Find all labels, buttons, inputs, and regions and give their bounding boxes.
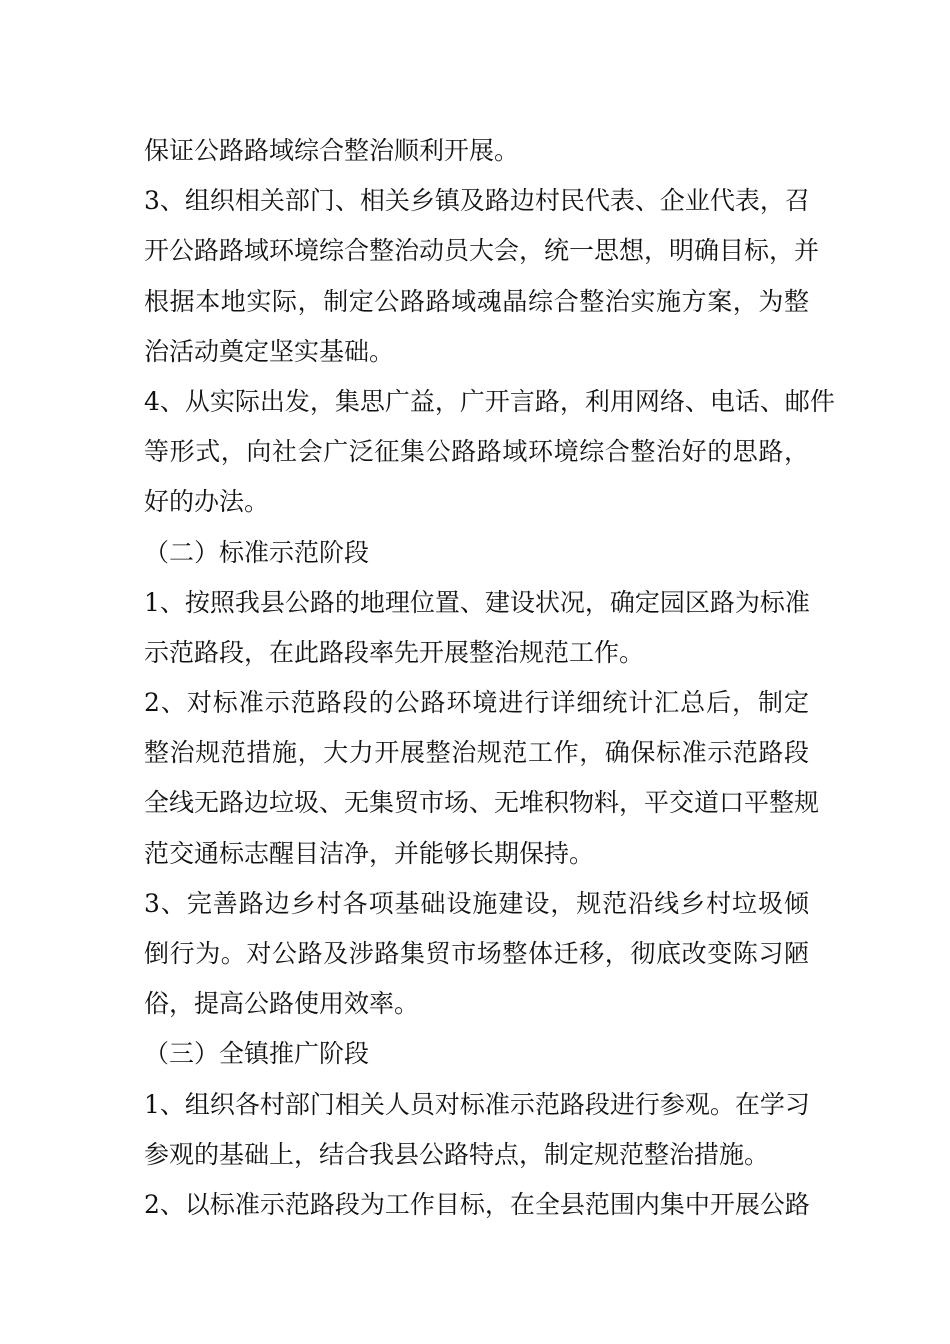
document-body bbox=[144, 126, 835, 1230]
text-line: 3、完善路边乡村各项基础设施建设，规范沿线乡村垃圾倾 bbox=[144, 888, 809, 918]
text-line: 倒行为。对公路及涉路集贸市场整体迁移，彻底改变陈习陋 bbox=[144, 939, 809, 968]
text-line: 全线无路边垃圾、无集贸市场、无堆积物料，平交道口平整规 bbox=[144, 788, 820, 818]
text-line: 3、组织相关部门、相关乡镇及路边村民代表、企业代表，召 bbox=[144, 186, 810, 216]
text-line: 整治规范措施，大力开展整治规范工作，确保标准示范路段 bbox=[144, 738, 809, 768]
text-line: 1、按照我县公路的地理位置、建设状况，确定园区路为标准 bbox=[144, 587, 810, 617]
text-line: 范交通标志醒目洁净，并能够长期保持。 bbox=[144, 838, 595, 868]
text-line: 1、组织各村部门相关人员对标准示范路段进行参观。在学习 bbox=[144, 1089, 810, 1119]
text-line: 示范路段，在此路段率先开展整治规范工作。 bbox=[144, 637, 645, 667]
text-line: 开公路路域环境综合整治动员大会，统一思想，明确目标，并 bbox=[144, 236, 820, 266]
section-heading: （二）标准示范阶段 bbox=[144, 537, 370, 567]
text-line: 等形式，向社会广泛征集公路路域环境综合整治好的思路， bbox=[144, 437, 809, 467]
section-heading: （三）全镇推广阶段 bbox=[144, 1039, 370, 1069]
text-line: 2、以标准示范路段为工作目标，在全县范围内集中开展公路 bbox=[144, 1189, 810, 1219]
text-line: 好的办法。 bbox=[144, 487, 270, 517]
text-line: 根据本地实际，制定公路路域魂晶综合整治实施方案，为整 bbox=[144, 286, 809, 316]
text-line: 俗，提高公路使用效率。 bbox=[144, 989, 420, 1019]
text-line: 4、从实际出发，集思广益，广开言路，利用网络、电话、邮件 bbox=[144, 386, 835, 416]
text-line: 保证公路路域综合整治顺利开展。 bbox=[144, 136, 520, 165]
text-line: 2、对标准示范路段的公路环境进行详细统计汇总后，制定 bbox=[144, 688, 809, 718]
text-line: 治活动奠定坚实基础。 bbox=[144, 336, 395, 366]
text-line: 参观的基础上，结合我县公路特点，制定规范整治措施。 bbox=[144, 1139, 770, 1169]
